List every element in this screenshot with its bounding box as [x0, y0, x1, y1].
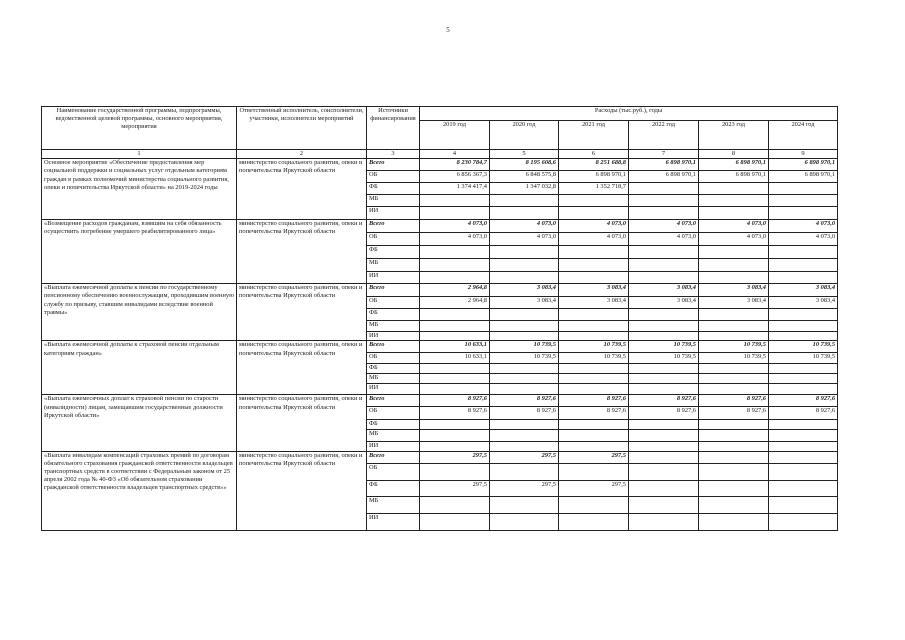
expense-value-cell	[769, 441, 838, 451]
funding-source-cell: Всего	[367, 284, 420, 297]
funding-source-cell: ФБ	[367, 309, 420, 321]
header-year: 2022 год	[629, 121, 699, 150]
expense-value-cell	[420, 513, 490, 530]
expense-value-cell	[629, 420, 699, 429]
funding-source-cell: ФБ	[367, 183, 420, 195]
expense-value-cell	[629, 513, 699, 530]
expense-value-cell: 8 927,6	[769, 407, 838, 420]
expense-value-cell	[420, 259, 490, 272]
expense-value-cell: 6 898 970,1	[769, 159, 838, 171]
expense-value-cell: 8 927,6	[699, 395, 769, 407]
expense-value-cell	[629, 183, 699, 195]
expense-value-cell	[699, 429, 769, 441]
table-body	[42, 159, 838, 530]
expense-value-cell	[559, 513, 629, 530]
expense-value-cell	[559, 384, 629, 395]
expense-value-cell: 10 739,5	[629, 353, 699, 364]
expense-value-cell	[699, 321, 769, 332]
expense-value-cell: 4 073,0	[629, 233, 699, 246]
expense-value-cell	[769, 195, 838, 207]
expense-value-cell	[769, 364, 838, 374]
expense-value-cell	[559, 272, 629, 284]
expense-value-cell	[629, 309, 699, 321]
expense-value-cell: 4 073,0	[490, 233, 559, 246]
header-year: 2021 год	[559, 121, 629, 150]
expense-value-cell: 4 073,0	[490, 220, 559, 233]
program-name-cell: Основное мероприятие «Обеспечение предоставления мер социальной поддержки и социальных услуг отдельным категориям граждан в рамках полномочий министерства социального развития, опеки и попечительства Иркутской области» на 2019-2024 годы	[42, 159, 237, 220]
expense-value-cell: 6 898 970,1	[629, 159, 699, 171]
funding-source-cell: МБ	[367, 259, 420, 272]
expense-value-cell: 6 898 970,1	[769, 171, 838, 183]
expense-value-cell	[420, 272, 490, 284]
expense-value-cell	[420, 332, 490, 341]
funding-source-cell: МБ	[367, 195, 420, 207]
expense-value-cell: 8 195 608,6	[490, 159, 559, 171]
expense-value-cell: 2 964,8	[420, 297, 490, 309]
expense-value-cell: 8 927,6	[699, 407, 769, 420]
program-name-cell: «Выплата инвалидам компенсаций страховых премий по договорам обязательного страхования гражданской ответственности владельцев транспортных средств в соответствии с Федеральным законом от 25 апреля 2002 года № 40-ФЗ «Об обязательном страховании гражданской ответственности владельцев транспортных средств»»	[42, 451, 237, 530]
expense-value-cell: 3 083,4	[769, 297, 838, 309]
funding-source-cell: ФБ	[367, 246, 420, 259]
expense-value-cell: 10 739,5	[699, 341, 769, 353]
expense-value-cell	[629, 429, 699, 441]
expense-value-cell	[769, 420, 838, 429]
expense-value-cell: 10 739,5	[629, 341, 699, 353]
expense-value-cell: 4 073,0	[629, 220, 699, 233]
expense-value-cell: 6 848 575,8	[490, 171, 559, 183]
expense-value-cell: 6 898 970,1	[559, 171, 629, 183]
expense-value-cell	[769, 384, 838, 395]
expense-value-cell	[629, 195, 699, 207]
executor-cell: министерство социального развития, опеки и попечительства Иркутской области	[237, 284, 367, 341]
funding-source-cell: ФБ	[367, 480, 420, 496]
column-numbers-row	[42, 150, 838, 159]
expense-value-cell: 3 083,4	[490, 284, 559, 297]
expense-value-cell	[769, 496, 838, 513]
expense-value-cell	[490, 463, 559, 480]
expense-value-cell	[559, 246, 629, 259]
funding-source-cell: ОБ	[367, 463, 420, 480]
funding-source-cell: Всего	[367, 341, 420, 353]
expense-value-cell	[559, 374, 629, 384]
expense-value-cell: 6 898 970,1	[699, 171, 769, 183]
expense-value-cell	[769, 259, 838, 272]
column-number: 1	[42, 150, 237, 159]
header-source-col: Источники финансирования	[367, 107, 420, 150]
expense-value-cell	[769, 480, 838, 496]
expense-value-cell	[629, 374, 699, 384]
funding-source-cell: Всего	[367, 395, 420, 407]
expense-value-cell	[490, 332, 559, 341]
expense-value-cell	[769, 207, 838, 220]
expense-value-cell	[420, 384, 490, 395]
expense-value-cell	[490, 272, 559, 284]
executor-cell: министерство социального развития, опеки и попечительства Иркутской области	[237, 220, 367, 284]
table-row	[42, 341, 838, 353]
expense-value-cell	[490, 420, 559, 429]
expense-value-cell: 10 739,5	[490, 341, 559, 353]
expense-value-cell	[769, 272, 838, 284]
funding-source-cell: ОБ	[367, 297, 420, 309]
expense-value-cell	[629, 332, 699, 341]
expense-value-cell	[490, 309, 559, 321]
expense-value-cell	[769, 332, 838, 341]
expense-value-cell: 1 352 718,7	[559, 183, 629, 195]
expense-value-cell	[420, 364, 490, 374]
executor-cell: министерство социального развития, опеки и попечительства Иркутской области	[237, 159, 367, 220]
expense-value-cell	[490, 384, 559, 395]
expense-value-cell: 297,5	[490, 451, 559, 463]
expense-value-cell	[420, 429, 490, 441]
column-number: 3	[367, 150, 420, 159]
expense-value-cell	[490, 374, 559, 384]
expense-value-cell	[420, 207, 490, 220]
expense-value-cell	[769, 183, 838, 195]
expense-value-cell	[559, 463, 629, 480]
expense-value-cell	[769, 374, 838, 384]
expense-value-cell: 10 739,5	[769, 341, 838, 353]
table-row	[42, 395, 838, 407]
funding-source-cell: Всего	[367, 451, 420, 463]
expense-value-cell	[769, 309, 838, 321]
expense-value-cell	[699, 183, 769, 195]
expense-value-cell	[559, 496, 629, 513]
expense-value-cell	[629, 496, 699, 513]
expense-value-cell	[629, 451, 699, 463]
header-year: 2019 год	[420, 121, 490, 150]
expense-value-cell	[769, 463, 838, 480]
expense-value-cell: 297,5	[559, 480, 629, 496]
funding-source-cell: ФБ	[367, 420, 420, 429]
expense-value-cell	[629, 259, 699, 272]
expense-value-cell	[699, 195, 769, 207]
expense-value-cell	[420, 441, 490, 451]
expense-value-cell	[769, 429, 838, 441]
expense-value-cell: 4 073,0	[559, 220, 629, 233]
expense-value-cell: 4 073,0	[769, 220, 838, 233]
expense-value-cell: 10 633,1	[420, 353, 490, 364]
expense-value-cell	[629, 384, 699, 395]
header-executor-col: Ответственный исполнитель, соисполнители, участники, исполнители мероприятий	[237, 107, 367, 150]
funding-source-cell: Всего	[367, 220, 420, 233]
expense-value-cell	[420, 321, 490, 332]
expense-value-cell: 10 739,5	[559, 341, 629, 353]
expense-value-cell	[420, 463, 490, 480]
program-name-cell: «Выплата ежемесячных доплат к страховой пенсии по старости (инвалидности) лицам, замещавшим государственные должности Иркутской области»	[42, 395, 237, 451]
expense-value-cell	[559, 259, 629, 272]
program-name-cell: «Выплата ежемесячной доплаты к пенсии по государственному пенсионному обеспечению военнослужащим, проходившим военную службу по призыву, ставшим инвалидами вследствие военной травмы»	[42, 284, 237, 341]
expense-value-cell: 1 374 417,4	[420, 183, 490, 195]
expense-value-cell: 4 073,0	[420, 233, 490, 246]
expense-value-cell: 8 251 688,8	[559, 159, 629, 171]
expense-value-cell: 4 073,0	[559, 233, 629, 246]
expense-value-cell	[559, 441, 629, 451]
expense-value-cell	[490, 259, 559, 272]
expense-value-cell	[420, 374, 490, 384]
expense-value-cell	[769, 451, 838, 463]
funding-source-cell: ИИ	[367, 513, 420, 530]
table-row	[42, 159, 838, 171]
funding-source-cell: ОБ	[367, 233, 420, 246]
expense-value-cell: 6 898 970,1	[629, 171, 699, 183]
expense-value-cell: 8 927,6	[490, 395, 559, 407]
expense-value-cell	[699, 496, 769, 513]
expense-value-cell: 3 083,4	[699, 297, 769, 309]
funding-source-cell: МБ	[367, 321, 420, 332]
expense-value-cell	[699, 364, 769, 374]
expense-value-cell: 4 073,0	[699, 220, 769, 233]
expense-value-cell	[699, 420, 769, 429]
expense-value-cell: 10 739,5	[769, 353, 838, 364]
header-year: 2024 год	[769, 121, 838, 150]
funding-source-cell: Всего	[367, 159, 420, 171]
expense-value-cell: 4 073,0	[420, 220, 490, 233]
expense-value-cell	[629, 246, 699, 259]
expense-value-cell	[559, 364, 629, 374]
expense-value-cell: 10 739,5	[559, 353, 629, 364]
funding-source-cell: ИИ	[367, 441, 420, 451]
expense-value-cell	[629, 463, 699, 480]
expense-value-cell	[490, 207, 559, 220]
table-row	[42, 220, 838, 233]
expense-value-cell	[629, 480, 699, 496]
expense-value-cell	[699, 451, 769, 463]
column-number: 2	[237, 150, 367, 159]
expense-value-cell: 297,5	[490, 480, 559, 496]
expense-value-cell	[559, 195, 629, 207]
expense-value-cell: 3 083,4	[490, 297, 559, 309]
expense-value-cell	[559, 420, 629, 429]
expense-value-cell	[559, 429, 629, 441]
expense-value-cell	[420, 496, 490, 513]
expense-value-cell: 297,5	[420, 451, 490, 463]
funding-source-cell: МБ	[367, 374, 420, 384]
column-number: 6	[559, 150, 629, 159]
funding-source-cell: ОБ	[367, 353, 420, 364]
expense-value-cell	[629, 272, 699, 284]
column-number: 9	[769, 150, 838, 159]
executor-cell: министерство социального развития, опеки и попечительства Иркутской области	[237, 341, 367, 395]
expense-value-cell	[559, 332, 629, 341]
header-expenses-col: Расходы (тыс.руб.), годы	[420, 107, 838, 121]
expense-value-cell: 297,5	[559, 451, 629, 463]
expense-value-cell: 8 230 784,7	[420, 159, 490, 171]
table-row	[42, 451, 838, 463]
expense-value-cell	[490, 321, 559, 332]
expense-value-cell	[629, 364, 699, 374]
expense-value-cell: 3 083,4	[559, 284, 629, 297]
expense-value-cell	[490, 246, 559, 259]
expense-value-cell: 3 083,4	[629, 284, 699, 297]
expense-value-cell	[629, 321, 699, 332]
column-number: 5	[490, 150, 559, 159]
column-number: 4	[420, 150, 490, 159]
expense-value-cell: 10 739,5	[699, 353, 769, 364]
expense-value-cell: 8 927,6	[629, 407, 699, 420]
expense-value-cell	[769, 321, 838, 332]
expense-value-cell: 6 898 970,1	[699, 159, 769, 171]
expense-value-cell	[420, 309, 490, 321]
expense-value-cell: 10 739,5	[490, 353, 559, 364]
expense-value-cell: 8 927,6	[420, 395, 490, 407]
funding-source-cell: ОБ	[367, 171, 420, 183]
expense-value-cell: 3 083,4	[559, 297, 629, 309]
expense-value-cell: 4 073,0	[699, 233, 769, 246]
expense-value-cell: 2 964,8	[420, 284, 490, 297]
expense-value-cell	[420, 195, 490, 207]
header-name-col: Наименование государственной программы, подпрограммы, ведомственной целевой программы, основного мероприятия, мероприятия	[42, 107, 237, 150]
funding-source-cell: ФБ	[367, 364, 420, 374]
expense-value-cell: 8 927,6	[559, 395, 629, 407]
expense-value-cell: 10 633,1	[420, 341, 490, 353]
expense-value-cell	[699, 374, 769, 384]
expense-value-cell	[699, 207, 769, 220]
expense-value-cell	[699, 309, 769, 321]
budget-table	[41, 106, 838, 531]
expense-value-cell	[629, 441, 699, 451]
expense-value-cell: 3 083,4	[629, 297, 699, 309]
expense-value-cell	[769, 246, 838, 259]
expense-value-cell	[769, 513, 838, 530]
funding-source-cell: ИИ	[367, 272, 420, 284]
column-number: 7	[629, 150, 699, 159]
expense-value-cell: 8 927,6	[769, 395, 838, 407]
expense-value-cell	[699, 259, 769, 272]
expense-value-cell	[699, 272, 769, 284]
expense-value-cell: 4 073,0	[769, 233, 838, 246]
expense-value-cell	[559, 309, 629, 321]
expense-value-cell	[559, 321, 629, 332]
expense-value-cell	[699, 480, 769, 496]
expense-value-cell	[420, 246, 490, 259]
expense-value-cell	[490, 429, 559, 441]
expense-value-cell: 8 927,6	[559, 407, 629, 420]
expense-value-cell: 8 927,6	[629, 395, 699, 407]
expense-value-cell	[629, 207, 699, 220]
funding-source-cell: ИИ	[367, 332, 420, 341]
expense-value-cell: 1 347 032,8	[490, 183, 559, 195]
funding-source-cell: ОБ	[367, 407, 420, 420]
expense-value-cell	[699, 441, 769, 451]
header-year: 2020 год	[490, 121, 559, 150]
expense-value-cell: 8 927,6	[490, 407, 559, 420]
expense-value-cell	[420, 420, 490, 429]
expense-value-cell	[490, 513, 559, 530]
column-number: 8	[699, 150, 769, 159]
funding-source-cell: ИИ	[367, 384, 420, 395]
executor-cell: министерство социального развития, опеки и попечительства Иркутской области	[237, 451, 367, 530]
funding-source-cell: ИИ	[367, 207, 420, 220]
expense-value-cell	[699, 332, 769, 341]
expense-value-cell	[490, 195, 559, 207]
expense-value-cell	[699, 246, 769, 259]
expense-value-cell: 8 927,6	[420, 407, 490, 420]
funding-source-cell: МБ	[367, 496, 420, 513]
expense-value-cell	[699, 513, 769, 530]
expense-value-cell	[490, 364, 559, 374]
expense-value-cell: 6 856 367,3	[420, 171, 490, 183]
header-year: 2023 год	[699, 121, 769, 150]
expense-value-cell	[559, 207, 629, 220]
table-row	[42, 284, 838, 297]
program-name-cell: «Выплата ежемесячной доплаты к страховой пенсии отдельным категориям граждан»	[42, 341, 237, 395]
page-number: 5	[446, 26, 450, 34]
funding-source-cell: МБ	[367, 429, 420, 441]
expense-value-cell: 297,5	[420, 480, 490, 496]
program-name-cell: «Возмещение расходов гражданам, взявшим на себя обязанность осуществить погребение умершего реабилитированного лица»	[42, 220, 237, 284]
executor-cell: министерство социального развития, опеки и попечительства Иркутской области	[237, 395, 367, 451]
expense-value-cell: 3 083,4	[769, 284, 838, 297]
expense-value-cell	[490, 441, 559, 451]
expense-value-cell: 3 083,4	[699, 284, 769, 297]
expense-value-cell	[699, 463, 769, 480]
expense-value-cell	[699, 384, 769, 395]
expense-value-cell	[490, 496, 559, 513]
